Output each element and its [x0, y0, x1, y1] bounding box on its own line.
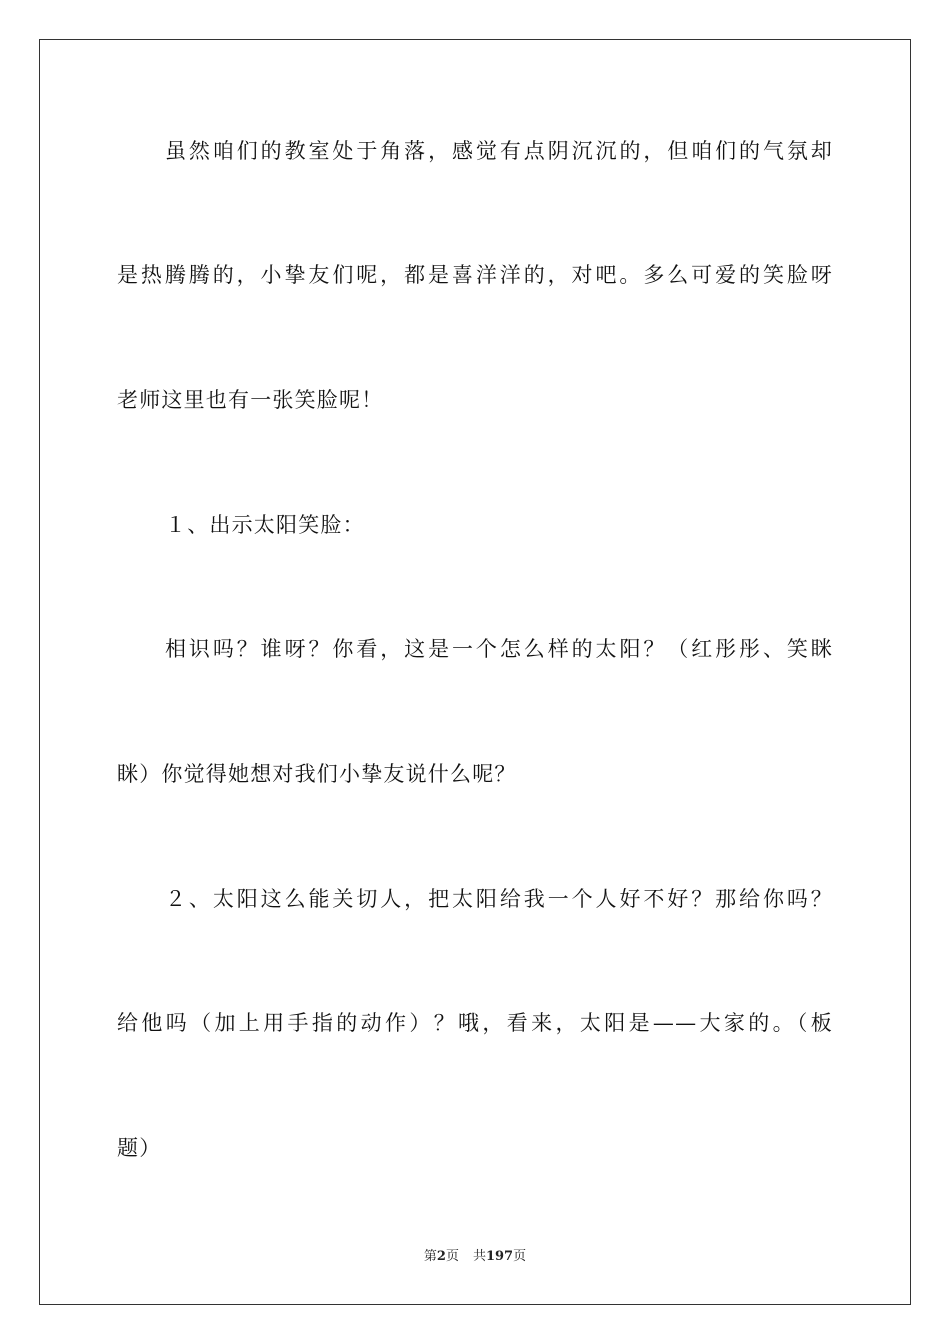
- paragraph-line-5: 相识吗？谁呀？你看，这是一个怎么样的太阳？（红彤彤、笑眯: [165, 637, 833, 661]
- footer-page-number: 2: [436, 1249, 446, 1264]
- footer-page-suffix: 页: [445, 1249, 459, 1264]
- paragraph-line-4: １、出示太阳笑脸：: [165, 513, 365, 537]
- footer-total-suffix: 页: [513, 1249, 527, 1264]
- footer-page-prefix: 第: [423, 1249, 437, 1264]
- paragraph-line-8: 给他吗（加上用手指的动作）？哦，看来，太阳是——大家的。（板: [117, 1011, 833, 1035]
- paragraph-line-7: ２、太阳这么能关切人，把太阳给我一个人好不好？那给你吗？: [165, 887, 833, 911]
- paragraph-line-3: 老师这里也有一张笑脸呢！: [117, 388, 384, 412]
- paragraph-line-2: 是热腾腾的，小挚友们呢，都是喜洋洋的，对吧。多么可爱的笑脸呀: [117, 263, 833, 287]
- footer-total-pages: 197: [485, 1249, 514, 1264]
- page-border: [39, 39, 911, 1305]
- footer-total-prefix: 共: [472, 1249, 486, 1264]
- paragraph-line-1: 虽然咱们的教室处于角落，感觉有点阴沉沉的，但咱们的气氛却: [165, 139, 833, 163]
- paragraph-line-9: 题）: [117, 1136, 162, 1160]
- page-footer: [0, 1248, 950, 1266]
- paragraph-line-6: 眯）你觉得她想对我们小挚友说什么呢？: [117, 762, 517, 786]
